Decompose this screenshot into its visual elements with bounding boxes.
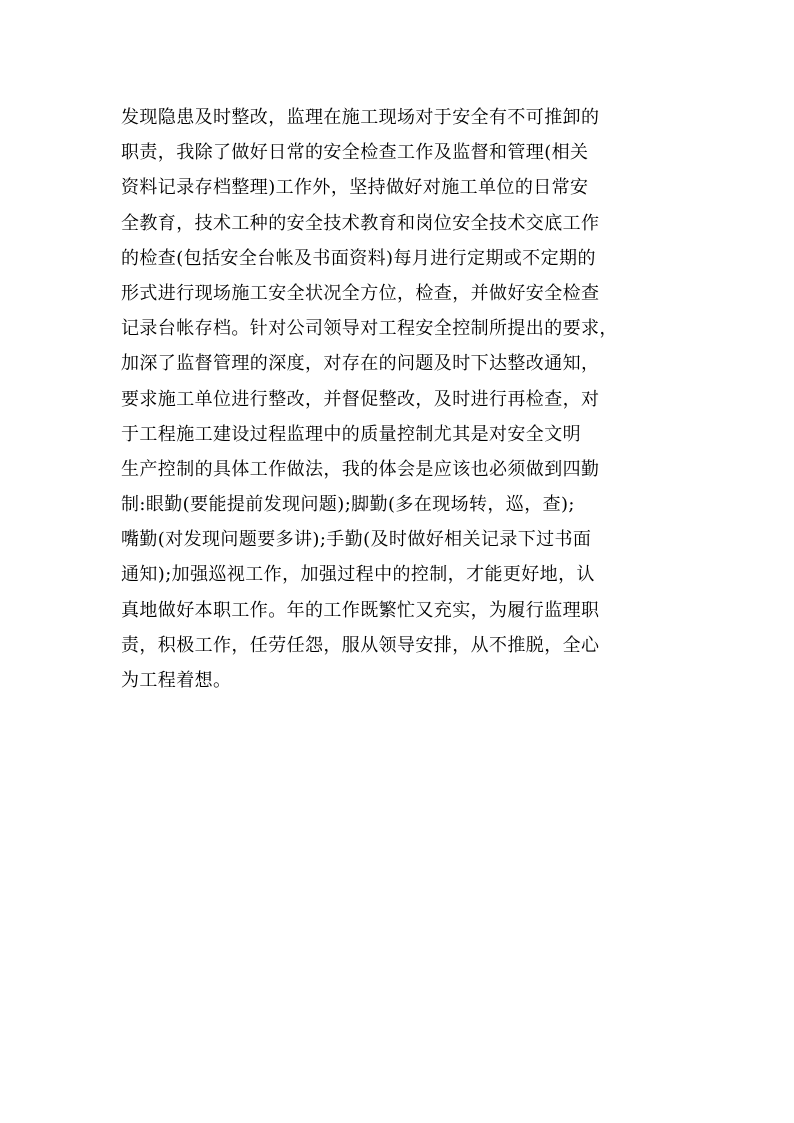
paragraph-line: 资料记录存档整理)工作外，坚持做好对施工单位的日常安 xyxy=(121,177,589,199)
paragraph-line: 嘴勤(对发现问题要多讲);手勤(及时做好相关记录下过书面 xyxy=(121,529,592,551)
paragraph-line: 为工程着想。 xyxy=(121,670,232,691)
paragraph-line: 于工程施工建设过程监理中的质量控制尤其是对安全文明 xyxy=(121,423,581,445)
paragraph-line: 加深了监督管理的深度，对存在的问题及时下达整改通知， xyxy=(121,353,600,375)
paragraph-line: 发现隐患及时整改，监理在施工现场对于安全有不可推卸的 xyxy=(121,107,600,128)
body-paragraph xyxy=(121,100,681,698)
paragraph-line: 真地做好本职工作。年的工作既繁忙又充实，为履行监理职 xyxy=(121,599,600,621)
paragraph-line: 的检查(包括安全台帐及书面资料)每月进行定期或不定期的 xyxy=(121,247,596,269)
paragraph-line: 要求施工单位进行整改，并督促整改，及时进行再检查，对 xyxy=(121,388,600,410)
paragraph-line: 生产控制的具体工作做法，我的体会是应该也必须做到四勤 xyxy=(121,458,600,480)
paragraph-line: 全教育，技术工种的安全技术教育和岗位安全技术交底工作 xyxy=(121,212,600,234)
paragraph-line: 通知);加强巡视工作，加强过程中的控制，才能更好地，认 xyxy=(121,564,595,586)
paragraph-line: 记录台帐存档。针对公司领导对工程安全控制所提出的要求， xyxy=(121,318,618,340)
paragraph-line: 制:眼勤(要能提前发现问题);脚勤(多在现场转，巡，查); xyxy=(121,494,575,516)
paragraph-line: 职责，我除了做好日常的安全检查工作及监督和管理(相关 xyxy=(121,142,589,164)
paragraph-line: 责，积极工作，任劳任怨，服从领导安排，从不推脱，全心 xyxy=(121,634,600,656)
paragraph-line: 形式进行现场施工安全状况全方位，检查，并做好安全检查 xyxy=(121,282,600,304)
